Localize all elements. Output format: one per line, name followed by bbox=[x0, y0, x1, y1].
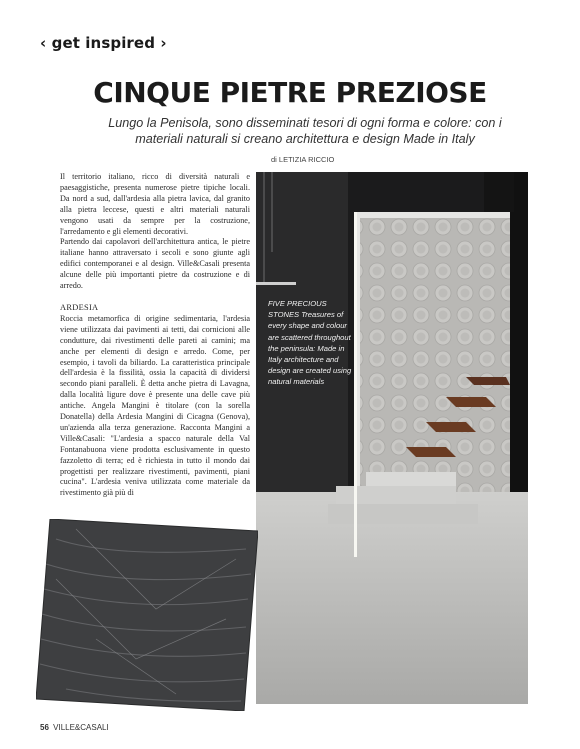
paragraph-ardesia: Roccia metamorfica di origine sedimentaria, l'ardesia viene utilizzata dai pavimenti ai tetti, dai cornicioni alle condutture, dai rivestimenti delle pareti ai camini; ma anche per elementi di design e arredo. Come, per esempio, i tavoli da biliardo. La caratteristica principale dell'ardesia è la fissilità, ossia la capacità di dividersi secondo piani paralleli. È detta anche pietra di Lavagna, dalla località ligure dove è presente una delle cave più antiche. Angela Mangini è titolare (con la sorella Donatella) della Ardesia Mangini di Cicagna (Genova), un'azienda alla terza generazione. Racconta Mangini a Ville&Casali: "L'ardesia a spacco naturale della Val Fontanabuona viene prodotta esclusivamente in questo fazzoletto di terra; ed è richiesta in tutto il mondo dai progettisti per realizzare rivestimenti, pavimenti, piani cucina". L'ardesia veniva utilizzata come materiale da rivestimento già più di bbox=[60, 313, 250, 498]
article-title: CINQUE PIETRE PREZIOSE bbox=[93, 76, 487, 109]
section-label: ‹ get inspired › bbox=[40, 34, 167, 52]
article-body bbox=[60, 172, 250, 499]
section-heading-ardesia: ARDESIA bbox=[60, 302, 99, 312]
paragraph-intro: Il territorio italiano, ricco di diversità naturali e paesaggistiche, presenta numerose pietre tipiche locali. Da nord a sud, dall'ardesia alla pietra lavica, dal granito alla pietra leccese, questi e altri materiali naturali vengono usati da sempre per la costruzione, l'arredamento e gli elementi decorativi. bbox=[60, 172, 250, 236]
photo-caption: FIVE PRECIOUS STONES Treasures of every shape and colour are scattered throughout the peninsula: Made in Italy architecture and design are created using natural materials bbox=[268, 299, 352, 387]
page-footer bbox=[40, 723, 109, 732]
article-subtitle: Lungo la Penisola, sono disseminati tesori di ogni forma e colore: con i materiali naturali si creano architettura e design Made in Italy bbox=[108, 116, 502, 146]
page-number: 56 bbox=[40, 723, 49, 732]
slate-texture-photo bbox=[36, 519, 258, 711]
paragraph-second: Partendo dai capolavori dell'architettura antica, le pietre italiane hanno attraversato i secoli e sono giunte agli edifici contemporanei e al design. Ville&Casali presenta alcune delle più importanti pietre da costruzione e di arredo. bbox=[60, 237, 250, 291]
byline: di LETIZIA RICCIO bbox=[271, 155, 335, 164]
magazine-name: VILLE&CASALI bbox=[53, 723, 109, 732]
staircase-photo bbox=[256, 172, 528, 704]
